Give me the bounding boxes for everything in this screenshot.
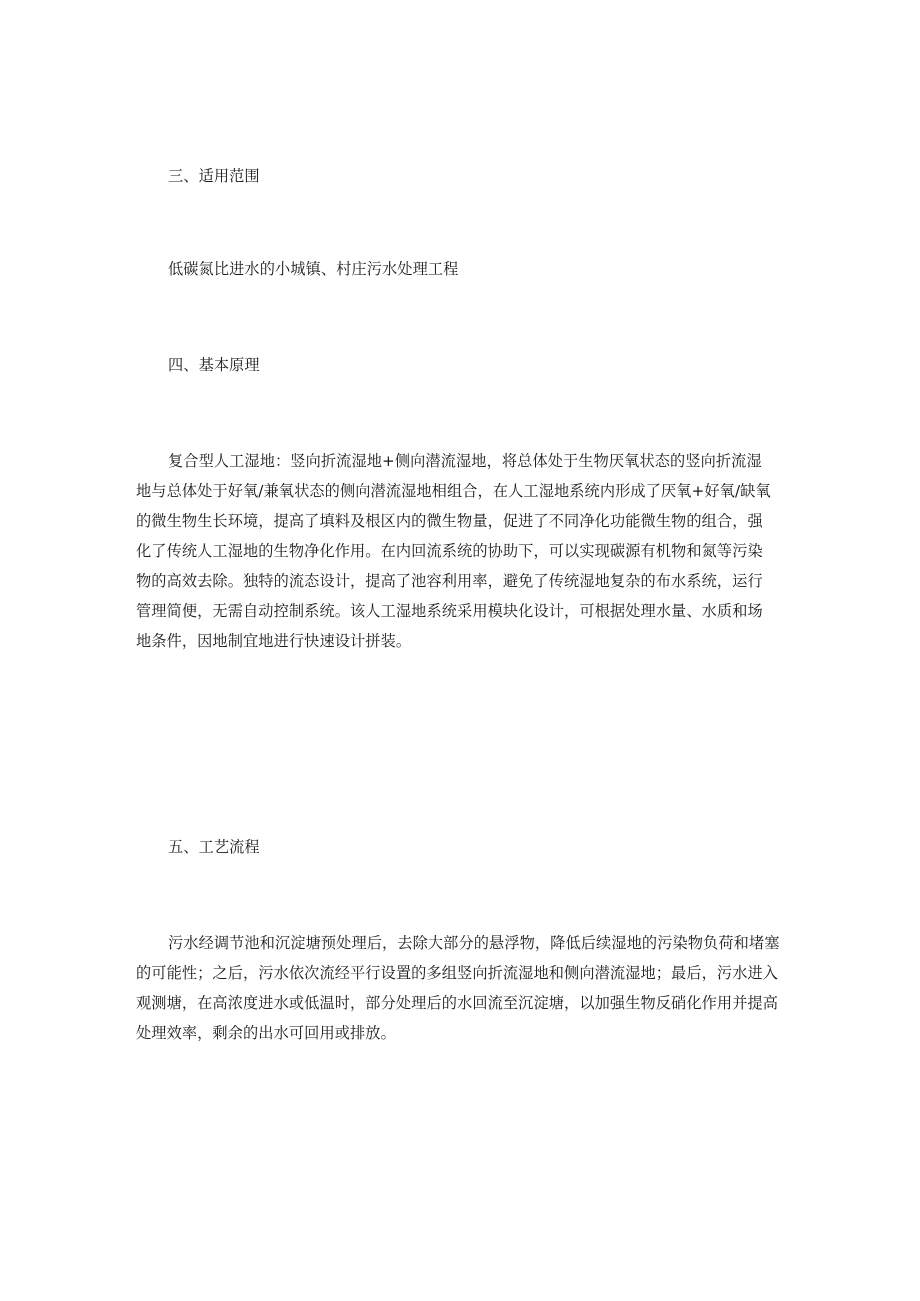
principle-line: 管理简便，无需自动控制系统。该人工湿地系统采用模块化设计，可根据处理水量、水质和场: [136, 602, 763, 620]
principle-paragraph: [136, 446, 776, 656]
principle-line: 地与总体处于好氧/兼氧状态的侧向潜流湿地相组合，在人工湿地系统内形成了厌氧+好氧/缺氧: [136, 482, 771, 500]
principle-line: 复合型人工湿地：竖向折流湿地+侧向潜流湿地，将总体处于生物厌氧状态的竖向折流湿: [168, 452, 762, 470]
scope-paragraph: [136, 254, 776, 284]
section-title-process: 五、工艺流程: [168, 838, 260, 856]
scope-line: 低碳氮比进水的小城镇、村庄污水处理工程: [168, 260, 459, 278]
section-title-scope: 三、适用范围: [168, 167, 260, 185]
section-title-principle: 四、基本原理: [168, 356, 260, 374]
principle-line: 地条件，因地制宜地进行快速设计拼装。: [136, 632, 412, 650]
process-paragraph: [136, 928, 780, 1048]
process-line: 污水经调节池和沉淀塘预处理后，去除大部分的悬浮物，降低后续湿地的污染物负荷和堵塞: [168, 934, 780, 952]
process-line: 观测塘，在高浓度进水或低温时，部分处理后的水回流至沉淀塘，以加强生物反硝化作用并提高: [136, 994, 779, 1012]
principle-line: 的微生物生长环境，提高了填料及根区内的微生物量，促进了不同净化功能微生物的组合，强: [136, 512, 763, 530]
process-line: 的可能性；之后，污水依次流经平行设置的多组竖向折流湿地和侧向潜流湿地；最后，污水进入: [136, 964, 779, 982]
principle-line: 物的高效去除。独特的流态设计，提高了池容利用率，避免了传统湿地复杂的布水系统，运行: [136, 572, 763, 590]
process-line: 处理效率，剩余的出水可回用或排放。: [136, 1024, 396, 1042]
principle-line: 化了传统人工湿地的生物净化作用。在内回流系统的协助下，可以实现碳源有机物和氮等污染: [136, 542, 763, 560]
